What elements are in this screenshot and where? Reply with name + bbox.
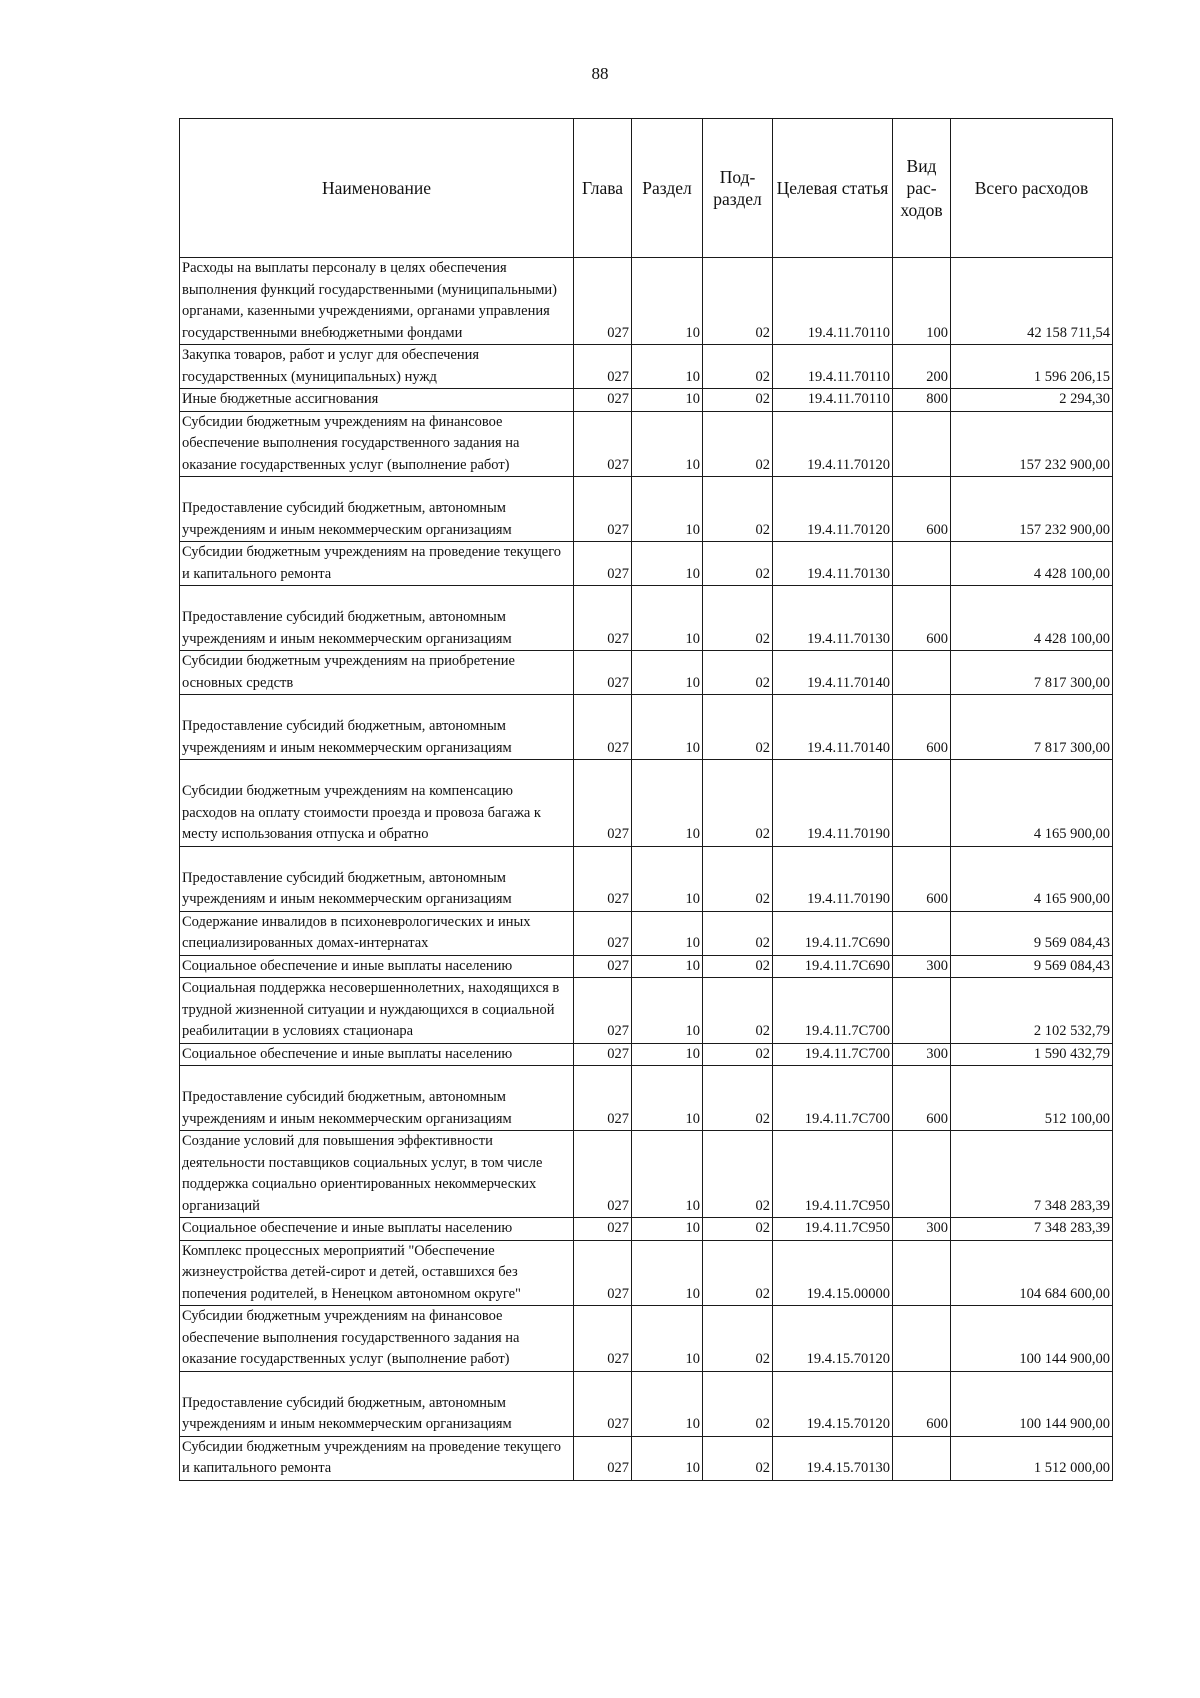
cell-vid: 200 (893, 345, 951, 389)
cell-vid (893, 1240, 951, 1306)
cell-razdel: 10 (632, 760, 703, 847)
cell-razdel: 10 (632, 1043, 703, 1066)
cell-statya: 19.4.11.70110 (773, 345, 893, 389)
cell-vid: 300 (893, 1218, 951, 1241)
cell-glava: 027 (574, 1066, 632, 1131)
cell-podrazdel: 02 (703, 651, 773, 695)
cell-vid (893, 1436, 951, 1480)
cell-glava: 027 (574, 955, 632, 978)
cell-glava: 027 (574, 345, 632, 389)
cell-total: 4 428 100,00 (951, 542, 1113, 586)
cell-total: 7 348 283,39 (951, 1218, 1113, 1241)
cell-razdel: 10 (632, 477, 703, 542)
table-row (180, 1066, 1113, 1131)
budget-table (179, 118, 1113, 1481)
cell-razdel: 10 (632, 389, 703, 412)
cell-podrazdel: 02 (703, 978, 773, 1044)
cell-statya: 19.4.11.70110 (773, 258, 893, 345)
cell-razdel: 10 (632, 1371, 703, 1436)
cell-statya: 19.4.11.70130 (773, 542, 893, 586)
cell-glava: 027 (574, 1371, 632, 1436)
cell-glava: 027 (574, 1306, 632, 1372)
cell-razdel: 10 (632, 1131, 703, 1218)
cell-podrazdel: 02 (703, 760, 773, 847)
cell-total: 1 590 432,79 (951, 1043, 1113, 1066)
cell-name: Содержание инвалидов в психоневрологических и иных специализированных домах-интернатах (180, 911, 574, 955)
cell-glava: 027 (574, 695, 632, 760)
cell-podrazdel: 02 (703, 258, 773, 345)
cell-name: Предоставление субсидий бюджетным, автономным учреждениям и иным некоммерческим организациям (180, 695, 574, 760)
cell-glava: 027 (574, 1240, 632, 1306)
cell-vid: 600 (893, 695, 951, 760)
table-row (180, 911, 1113, 955)
cell-glava: 027 (574, 586, 632, 651)
cell-name: Социальное обеспечение и иные выплаты населению (180, 955, 574, 978)
table-row (180, 955, 1113, 978)
table-row (180, 389, 1113, 412)
cell-name: Социальное обеспечение и иные выплаты населению (180, 1043, 574, 1066)
cell-razdel: 10 (632, 1240, 703, 1306)
cell-podrazdel: 02 (703, 1131, 773, 1218)
cell-podrazdel: 02 (703, 586, 773, 651)
cell-razdel: 10 (632, 1436, 703, 1480)
cell-name: Создание условий для повышения эффективности деятельности поставщиков социальных услуг, в том числе поддержка социально ориентированных некоммерческих организаций (180, 1131, 574, 1218)
cell-total: 100 144 900,00 (951, 1306, 1113, 1372)
cell-total: 100 144 900,00 (951, 1371, 1113, 1436)
table-row (180, 1306, 1113, 1372)
cell-podrazdel: 02 (703, 911, 773, 955)
cell-total: 9 569 084,43 (951, 911, 1113, 955)
cell-razdel: 10 (632, 345, 703, 389)
table-row (180, 1240, 1113, 1306)
cell-statya: 19.4.11.70190 (773, 760, 893, 847)
cell-glava: 027 (574, 651, 632, 695)
header-glava: Глава (574, 119, 632, 258)
cell-glava: 027 (574, 911, 632, 955)
cell-total: 7 817 300,00 (951, 651, 1113, 695)
table-header-row (180, 119, 1113, 258)
cell-total: 9 569 084,43 (951, 955, 1113, 978)
cell-total: 4 428 100,00 (951, 586, 1113, 651)
cell-statya: 19.4.11.7С950 (773, 1218, 893, 1241)
cell-razdel: 10 (632, 1218, 703, 1241)
cell-total: 104 684 600,00 (951, 1240, 1113, 1306)
cell-podrazdel: 02 (703, 411, 773, 477)
cell-podrazdel: 02 (703, 1371, 773, 1436)
cell-vid: 600 (893, 477, 951, 542)
header-vid: Вид рас-ходов (893, 119, 951, 258)
cell-vid (893, 978, 951, 1044)
cell-razdel: 10 (632, 1066, 703, 1131)
cell-statya: 19.4.15.70120 (773, 1371, 893, 1436)
cell-vid: 100 (893, 258, 951, 345)
cell-glava: 027 (574, 1131, 632, 1218)
cell-podrazdel: 02 (703, 955, 773, 978)
cell-statya: 19.4.15.70130 (773, 1436, 893, 1480)
cell-statya: 19.4.11.7С700 (773, 1043, 893, 1066)
page-number: 88 (591, 64, 609, 83)
cell-total: 512 100,00 (951, 1066, 1113, 1131)
cell-razdel: 10 (632, 978, 703, 1044)
cell-name: Предоставление субсидий бюджетным, автономным учреждениям и иным некоммерческим организациям (180, 1066, 574, 1131)
table-row (180, 1218, 1113, 1241)
cell-podrazdel: 02 (703, 477, 773, 542)
cell-razdel: 10 (632, 911, 703, 955)
header-podrazdel: Под-раздел (703, 119, 773, 258)
table-row (180, 846, 1113, 911)
cell-podrazdel: 02 (703, 1218, 773, 1241)
cell-vid (893, 760, 951, 847)
cell-name: Комплекс процессных мероприятий "Обеспечение жизнеустройства детей-сирот и детей, оставшихся без попечения родителей, в Ненецком автономном округе" (180, 1240, 574, 1306)
cell-podrazdel: 02 (703, 1043, 773, 1066)
header-razdel: Раздел (632, 119, 703, 258)
cell-razdel: 10 (632, 542, 703, 586)
cell-razdel: 10 (632, 651, 703, 695)
cell-name: Предоставление субсидий бюджетным, автономным учреждениям и иным некоммерческим организациям (180, 477, 574, 542)
cell-podrazdel: 02 (703, 1240, 773, 1306)
cell-podrazdel: 02 (703, 1306, 773, 1372)
cell-vid (893, 1306, 951, 1372)
cell-total: 157 232 900,00 (951, 477, 1113, 542)
cell-podrazdel: 02 (703, 1436, 773, 1480)
cell-vid: 800 (893, 389, 951, 412)
cell-total: 7 348 283,39 (951, 1131, 1113, 1218)
cell-podrazdel: 02 (703, 542, 773, 586)
cell-total: 4 165 900,00 (951, 846, 1113, 911)
cell-glava: 027 (574, 1436, 632, 1480)
table-row (180, 258, 1113, 345)
cell-glava: 027 (574, 389, 632, 412)
cell-total: 42 158 711,54 (951, 258, 1113, 345)
cell-razdel: 10 (632, 586, 703, 651)
cell-razdel: 10 (632, 955, 703, 978)
cell-statya: 19.4.15.00000 (773, 1240, 893, 1306)
cell-glava: 027 (574, 542, 632, 586)
table-row (180, 695, 1113, 760)
cell-statya: 19.4.11.7С950 (773, 1131, 893, 1218)
cell-razdel: 10 (632, 258, 703, 345)
cell-razdel: 10 (632, 1306, 703, 1372)
cell-name: Предоставление субсидий бюджетным, автономным учреждениям и иным некоммерческим организациям (180, 586, 574, 651)
cell-total: 7 817 300,00 (951, 695, 1113, 760)
table-row (180, 760, 1113, 847)
header-statya: Целевая статья (773, 119, 893, 258)
cell-statya: 19.4.11.70140 (773, 695, 893, 760)
cell-total: 1 512 000,00 (951, 1436, 1113, 1480)
cell-statya: 19.4.15.70120 (773, 1306, 893, 1372)
cell-razdel: 10 (632, 411, 703, 477)
table-body (180, 258, 1113, 1481)
cell-statya: 19.4.11.70130 (773, 586, 893, 651)
cell-name: Субсидии бюджетным учреждениям на приобретение основных средств (180, 651, 574, 695)
cell-total: 2 294,30 (951, 389, 1113, 412)
cell-name: Социальная поддержка несовершеннолетних, находящихся в трудной жизненной ситуации и нуждающихся в социальной реабилитации в условиях стационара (180, 978, 574, 1044)
cell-vid: 300 (893, 1043, 951, 1066)
cell-name: Субсидии бюджетным учреждениям на финансовое обеспечение выполнения государственного задания на оказание государственных услуг (выполнение работ) (180, 411, 574, 477)
cell-total: 2 102 532,79 (951, 978, 1113, 1044)
cell-glava: 027 (574, 258, 632, 345)
header-name: Наименование (180, 119, 574, 258)
cell-name: Субсидии бюджетным учреждениям на финансовое обеспечение выполнения государственного задания на оказание государственных услуг (выполнение работ) (180, 1306, 574, 1372)
cell-name: Расходы на выплаты персоналу в целях обеспечения выполнения функций государственными (муниципальными) органами, казенными учреждениями, органами управления государственными внебюджетными фондами (180, 258, 574, 345)
cell-statya: 19.4.11.7С700 (773, 978, 893, 1044)
cell-statya: 19.4.11.70190 (773, 846, 893, 911)
table-row (180, 411, 1113, 477)
cell-glava: 027 (574, 477, 632, 542)
cell-glava: 027 (574, 411, 632, 477)
cell-vid: 600 (893, 1371, 951, 1436)
table-row (180, 1371, 1113, 1436)
cell-name: Предоставление субсидий бюджетным, автономным учреждениям и иным некоммерческим организациям (180, 1371, 574, 1436)
cell-statya: 19.4.11.7С690 (773, 911, 893, 955)
cell-name: Субсидии бюджетным учреждениям на компенсацию расходов на оплату стоимости проезда и провоза багажа к месту использования отпуска и обратно (180, 760, 574, 847)
table-row (180, 542, 1113, 586)
cell-podrazdel: 02 (703, 846, 773, 911)
table-row (180, 978, 1113, 1044)
cell-vid: 600 (893, 1066, 951, 1131)
cell-name: Предоставление субсидий бюджетным, автономным учреждениям и иным некоммерческим организациям (180, 846, 574, 911)
table-row (180, 1131, 1113, 1218)
cell-vid: 600 (893, 846, 951, 911)
cell-statya: 19.4.11.70120 (773, 411, 893, 477)
cell-razdel: 10 (632, 846, 703, 911)
table-row (180, 651, 1113, 695)
cell-glava: 027 (574, 846, 632, 911)
cell-vid (893, 651, 951, 695)
cell-vid: 600 (893, 586, 951, 651)
table-row (180, 586, 1113, 651)
table-row (180, 1436, 1113, 1480)
cell-statya: 19.4.11.7С700 (773, 1066, 893, 1131)
cell-glava: 027 (574, 760, 632, 847)
cell-podrazdel: 02 (703, 1066, 773, 1131)
cell-statya: 19.4.11.7С690 (773, 955, 893, 978)
cell-vid (893, 911, 951, 955)
cell-glava: 027 (574, 1218, 632, 1241)
table-row (180, 345, 1113, 389)
cell-total: 4 165 900,00 (951, 760, 1113, 847)
cell-vid (893, 542, 951, 586)
cell-podrazdel: 02 (703, 345, 773, 389)
cell-vid (893, 1131, 951, 1218)
header-total: Всего расходов (951, 119, 1113, 258)
cell-statya: 19.4.11.70140 (773, 651, 893, 695)
cell-name: Иные бюджетные ассигнования (180, 389, 574, 412)
cell-statya: 19.4.11.70120 (773, 477, 893, 542)
cell-podrazdel: 02 (703, 695, 773, 760)
cell-razdel: 10 (632, 695, 703, 760)
cell-glava: 027 (574, 978, 632, 1044)
cell-statya: 19.4.11.70110 (773, 389, 893, 412)
table-row (180, 477, 1113, 542)
cell-vid: 300 (893, 955, 951, 978)
cell-name: Субсидии бюджетным учреждениям на проведение текущего и капитального ремонта (180, 1436, 574, 1480)
cell-total: 157 232 900,00 (951, 411, 1113, 477)
cell-name: Социальное обеспечение и иные выплаты населению (180, 1218, 574, 1241)
cell-name: Закупка товаров, работ и услуг для обеспечения государственных (муниципальных) нужд (180, 345, 574, 389)
table-row (180, 1043, 1113, 1066)
cell-name: Субсидии бюджетным учреждениям на проведение текущего и капитального ремонта (180, 542, 574, 586)
cell-total: 1 596 206,15 (951, 345, 1113, 389)
cell-vid (893, 411, 951, 477)
cell-podrazdel: 02 (703, 389, 773, 412)
cell-glava: 027 (574, 1043, 632, 1066)
